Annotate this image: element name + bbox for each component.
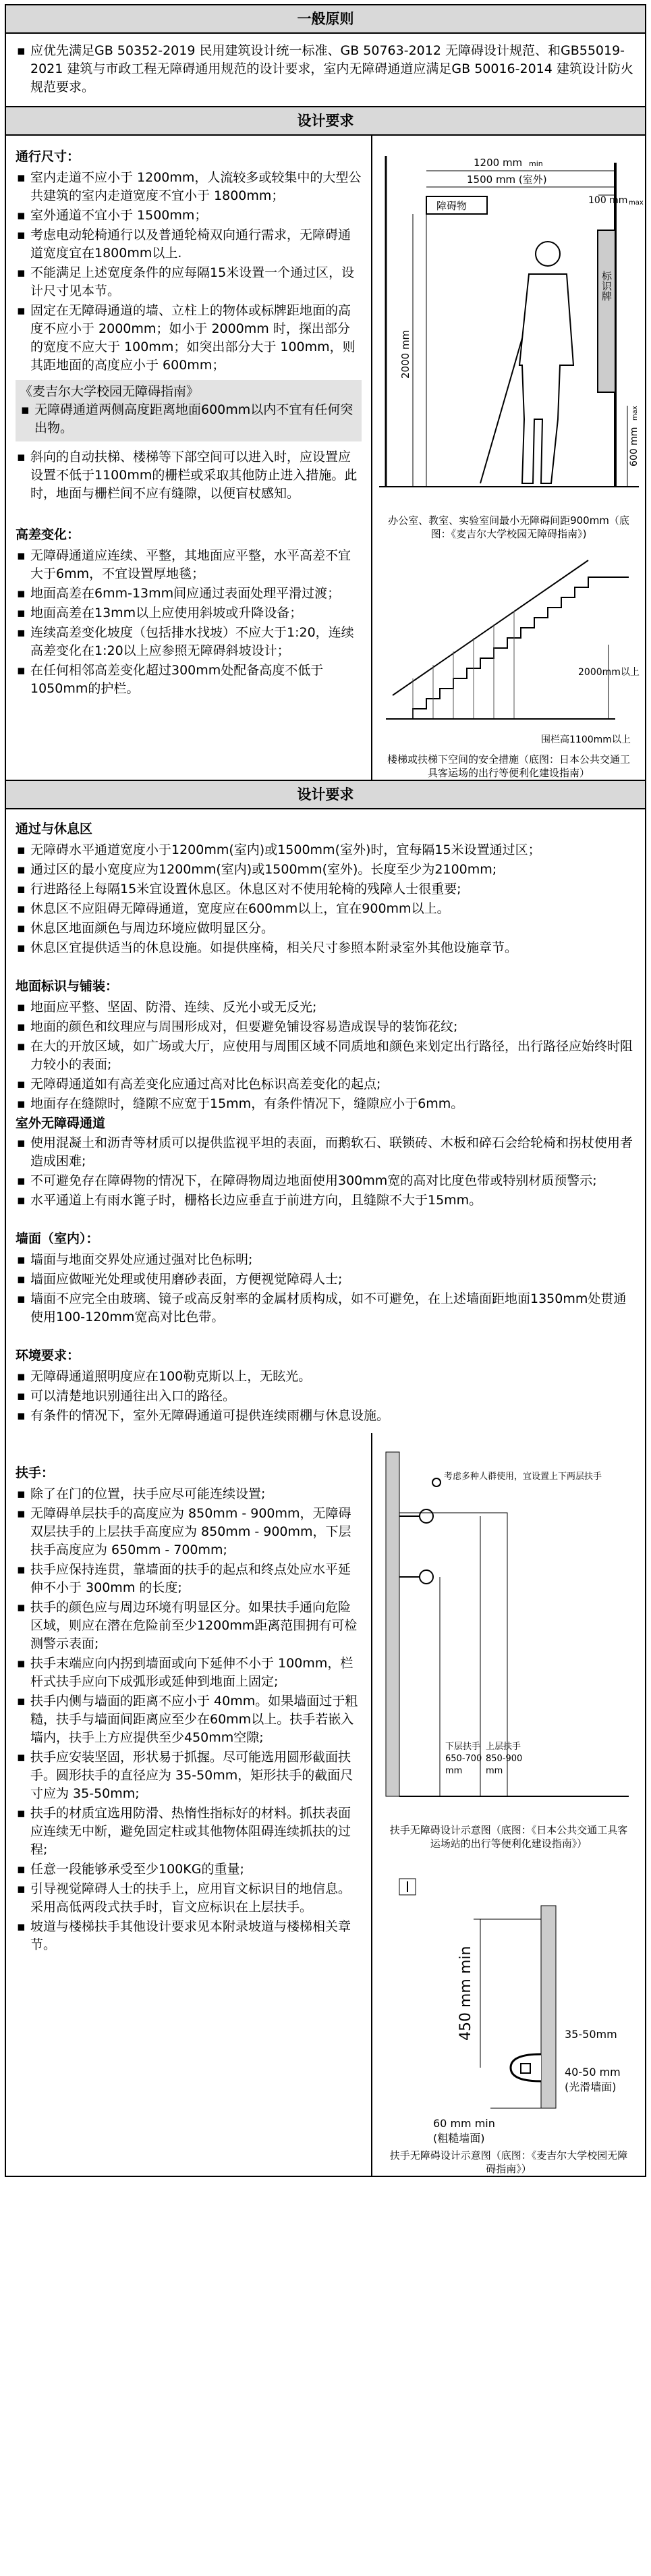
level-list: [16, 547, 362, 698]
dim-1500: 1500 mm (室外): [467, 173, 547, 186]
list-item: ▪ 水平通道上有雨水篦子时，栅格长边应垂直于前进方向，且缝隙不大于15mm。: [16, 1191, 635, 1210]
list-item: ▪ 地面存在缝隙时，缝隙不应宽于15mm，有条件情况下，缝隙应小于6mm。: [16, 1095, 635, 1113]
list-item: ▪ 不能满足上述宽度条件的应每隔15米设置一个通过区，设计尺寸见本节。: [16, 264, 362, 300]
list-item: ▪ 行进路径上每隔15米宜设置休息区。休息区对不使用轮椅的残障人士很重要;: [16, 880, 635, 898]
clearance-450: 450 mm min: [457, 1946, 474, 2041]
rest-list: [16, 841, 635, 957]
stair-figure: [372, 550, 645, 780]
width-extra-list: [16, 448, 362, 503]
handrail-note-1: [444, 1471, 602, 1482]
wall-list: [16, 1251, 635, 1326]
design-section-2: [6, 809, 645, 1433]
corridor-figure: [372, 136, 645, 541]
list-item: ▪ 通过区的最小宽度应为1200mm(室内)或1500mm(室外)。长度至少为2100mm;: [16, 861, 635, 879]
list-item: ▪ 休息区不应阻碍无障碍通道，宽度应在600mm以上，宜在900mm以上。: [16, 900, 635, 918]
lower-rail: [399, 1570, 433, 1584]
height-600-sub: max: [631, 406, 639, 421]
outdoor-heading: 室外无障碍通道: [16, 1116, 106, 1131]
list-item: ▪ 无障碍通道照明度应在100勒克斯以上，无眩光。: [16, 1368, 635, 1386]
quote-item: ▪ 无障碍通道两侧高度距离地面600mm以内不宜有任何突出物。: [20, 401, 358, 437]
list-item: ▪ 室外通道不宜小于 1500mm；: [16, 207, 362, 225]
handrail-text: [6, 1433, 372, 2176]
design-header-1: 设计要求: [6, 107, 645, 136]
list-item: ▪ 地面高差在13mm以上应使用斜坡或升降设备；: [16, 604, 362, 622]
corridor-diagram: [372, 136, 645, 514]
page: [5, 4, 646, 2177]
handrail-diagram-2: [372, 1865, 645, 2149]
list-item: ▪ 扶手应安装坚固，形状易于抓握。尽可能选用圆形截面扶手。圆形扶手的直径应为 35-50mm，矩形扶手的截面尺寸应为 35-50mm;: [16, 1748, 362, 1803]
list-item: ▪ 地面应平整、坚固、防滑、连续、反光小或无反光;: [16, 998, 635, 1017]
list-item: ▪ 扶手内侧与墙面的距离不应小于 40mm。如果墙面过于粗糙，扶手与墙面间距离应至少在60mm以上。扶手若嵌入墙内，扶手上方应提供至少450mm空隙;: [16, 1692, 362, 1747]
handrail-diagram-1: [372, 1445, 645, 1823]
corridor-caption: 办公室、教室、实验室间最小无障碍间距900mm（底图：《麦吉尔大学校园无障碍指南》): [388, 514, 629, 540]
handrail-figure-1: [372, 1445, 645, 1850]
wall-heading: 墙面（室内）：: [16, 1231, 99, 1246]
height-2000: 2000 mm: [399, 329, 412, 379]
list-item: ▪ 墙面不应完全由玻璃、镜子或高反射率的金属材质构成，如不可避免，在上述墙面距地面1350mm处贯通使用100-120mm宽高对比色带。: [16, 1290, 635, 1326]
dim-1200-sub: min: [529, 159, 543, 168]
handrail-figures: [372, 1433, 645, 2176]
upper-dim: 850-900: [486, 1754, 523, 1764]
list-item: ▪ 地面高差在6mm-13mm间应通过表面处理平滑过渡；: [16, 585, 362, 603]
height-600: 600 mm: [629, 427, 640, 466]
floor-heading: 地面标识与铺装：: [16, 979, 119, 994]
design-section-1: [6, 136, 645, 781]
dim-100: 100 mm: [588, 195, 628, 206]
list-item: ▪ 墙面应做哑光处理或使用磨砂表面，方便视觉障碍人士;: [16, 1270, 635, 1289]
list-item: ▪ 无障碍通道如有高差变化应通过高对比色标识高差变化的起点;: [16, 1075, 635, 1094]
list-item: ▪ 不可避免存在障碍物的情况下，在障碍物周边地面使用300mm宽的高对比度色带或特别材质预警示;: [16, 1172, 635, 1190]
fence-bars: [413, 611, 514, 719]
design-figures-1: [372, 136, 645, 780]
list-item: ▪ 斜向的自动扶梯、楼梯等下部空间可以进入时，应设置应设置不低于1100mm的栅栏或采取其他防止进入措施。此时，地面与栅栏间不应有缝隙，以便盲杖感知。: [16, 448, 362, 503]
list-item: ▪ 引导视觉障碍人士的扶手上，应用盲文标识目的地信息。采用高低两段式扶手时，盲文应标识在上层扶手。: [16, 1880, 362, 1916]
list-item: ▪ 使用混凝土和沥青等材质可以提供监视平坦的表面，而鹅软石、联锁砖、木板和碎石会给轮椅和拐杖使用者造成困难;: [16, 1134, 635, 1171]
list-item: ▪ 除了在门的位置，扶手应尽可能连续设置;: [16, 1485, 362, 1503]
dim-60: 60 mm min: [433, 2117, 495, 2130]
intro-text: [6, 34, 645, 107]
upper-unit: mm: [486, 1766, 503, 1776]
list-item: ▪ 考虑电动轮椅通行以及普通轮椅双向通行需求，无障碍通道宽度宜在1800mm以上.: [16, 226, 362, 263]
stair-diagram: [372, 550, 645, 753]
list-item: ▪ 在大的开放区域，如广场或大厅，应使用与周围区域不同质地和颜色来划定出行路径，出行路径应始终时阻力较小的表面;: [16, 1038, 635, 1074]
width-list: [16, 169, 362, 375]
list-item: ▪ 坡道与楼梯扶手其他设计要求见本附录坡道与楼梯相关章节。: [16, 1918, 362, 1954]
list-item: ▪ 无障碍通道应连续、平整，其地面应平整，水平高差不宜大于6mm，不宜设置厚地毯；: [16, 547, 362, 583]
list-item: ▪ 休息区宜提供适当的休息设施。如提供座椅，相关尺寸参照本附录室外其他设施章节。: [16, 939, 635, 957]
lower-dim: 650-700: [445, 1754, 482, 1764]
upper-rail: [399, 1509, 433, 1523]
stair-caption: 楼梯或扶梯下空间的安全措施（底图：日本公共交通工具客运场的出行等便利化建设指南）: [387, 753, 630, 779]
handrail-note: 考虑多种人群使用，宜设置上下两层扶手: [444, 1472, 602, 1482]
level-heading: 高差变化：: [16, 527, 80, 542]
mcgill-quote: [16, 380, 362, 441]
list-item: ▪ 扶手应保持连贯，靠墙面的扶手的起点和终点处应水平延伸不小于 300mm 的长度;: [16, 1561, 362, 1597]
handrail-caption-2: 扶手无障碍设计示意图（底图：《麦吉尔大学校园无障碍指南》）: [389, 2149, 628, 2175]
stair-dim: 2000mm以上: [578, 667, 640, 678]
stair-rail: 围栏高1100mm以上: [541, 734, 631, 745]
list-item: ▪ 无障碍单层扶手的高度应为 850mm - 900mm，无障碍双层扶手的上层扶手高度应为 850mm - 900mm，下层扶手高度应为 650mm - 700mm;: [16, 1505, 362, 1559]
env-heading: 环境要求：: [16, 1348, 80, 1363]
design-header-2: 设计要求: [6, 781, 645, 809]
list-item: ▪ 无障碍水平通道宽度小于1200mm(室内)或1500mm(室外)时，宜每隔15米设置通过区；: [16, 841, 635, 859]
handrail-heading: 扶手：: [16, 1466, 55, 1480]
list-item: ▪ 有条件的情况下，室外无障碍通道可提供连续雨棚与休息设施。: [16, 1407, 635, 1425]
list-item: ▪ 地面的颜色和纹理应与周围形成对，但要避免铺设容易造成误导的装饰花纹;: [16, 1018, 635, 1036]
general-header: 一般原则: [6, 5, 645, 34]
list-item: ▪ 可以清楚地识别通往出入口的路径。: [16, 1387, 635, 1405]
floor-list: [16, 998, 635, 1113]
list-item: ▪ 扶手末端应向内拐到墙面或向下延伸不小于 100mm，栏杆式扶手应向下成弧形或延伸到地面上固定;: [16, 1655, 362, 1691]
width-heading: 通行尺寸：: [16, 149, 80, 164]
dim-35-50: 35-50mm: [565, 2028, 617, 2041]
list-item: ▪ 任意一段能够承受至少100KG的重量;: [16, 1860, 362, 1879]
list-item: ▪ 扶手的材质宜选用防滑、热惰性指标好的材料。抓扶表面应连续无中断，避免固定柱或其他物体阻碍连续抓扶的过程;: [16, 1804, 362, 1859]
smooth-wall: (光滑墙面): [565, 2081, 617, 2093]
sign-board: [598, 230, 615, 392]
rough-wall: (粗糙墙面): [433, 2132, 485, 2145]
quote-title: 《麦吉尔大学校园无障碍指南》: [20, 384, 200, 399]
env-list: [16, 1368, 635, 1425]
list-item: ▪ 室内走道不应小于 1200mm，人流较多或较集中的大型公共建筑的室内走道宽度不宜小于 1800mm；: [16, 169, 362, 205]
handrail-figure-2: [372, 1865, 645, 2176]
list-item: ▪ 连续高差变化坡度（包括排水找坡）不应大于1:20，连续高差变化在1:20以上应参照无障碍斜坡设计；: [16, 624, 362, 660]
handrail-list: [16, 1485, 362, 1954]
obstacle-label: 障碍物: [436, 200, 468, 212]
list-item: ▪ 在任何相邻高差变化超过300mm处配备高度不低于1050mm的护栏。: [16, 662, 362, 698]
list-item: ▪ 墙面与地面交界处应通过强对比色标明;: [16, 1251, 635, 1269]
list-item: ▪ 扶手的颜色应与周边环境有明显区分。如果扶手通向危险区域，则应在潜在危险前至少1200mm距离范围拥有可检测警示表面;: [16, 1599, 362, 1653]
outdoor-list: [16, 1134, 635, 1210]
handrail-caption-1: 扶手无障碍设计示意图（底图：《日本公共交通工具客运场站的出行等便利化建设指南》）: [389, 1824, 628, 1850]
lower-unit: mm: [445, 1766, 463, 1776]
handrail-section: [6, 1433, 645, 2176]
list-item: ▪ 休息区地面颜色与周边环境应做明显区分。: [16, 919, 635, 938]
upper-label: 上层扶手: [486, 1742, 521, 1752]
design-text-1: [6, 136, 372, 780]
sign-label: 标识牌: [600, 271, 613, 301]
rest-heading: 通过与休息区: [16, 822, 93, 836]
lower-label: 下层扶手: [445, 1742, 481, 1752]
list-item: ▪ 固定在无障碍通道的墙、立柱上的物体或标牌距地面的高度不应小于 2000mm；如小于 2000mm 时，探出部分的宽度不应大于 100mm；如突出部分大于 100mm，则其距地面的高度应小于 600mm；: [16, 302, 362, 375]
dim-1200: 1200 mm: [474, 157, 523, 169]
person-icon: [480, 242, 573, 483]
dim-40-50: 40-50 mm: [565, 2066, 621, 2078]
dim-100-sub: max: [629, 199, 644, 207]
intro-item: ▪ 应优先满足GB 50352-2019 民用建筑设计统一标准、GB 50763-2012 无障碍设计规范、和GB55019-2021 建筑与市政工程无障碍通用规范的设计要求，室内无障碍通道应满足GB 50016-2014 建筑设计防火规范要求。: [16, 42, 635, 97]
